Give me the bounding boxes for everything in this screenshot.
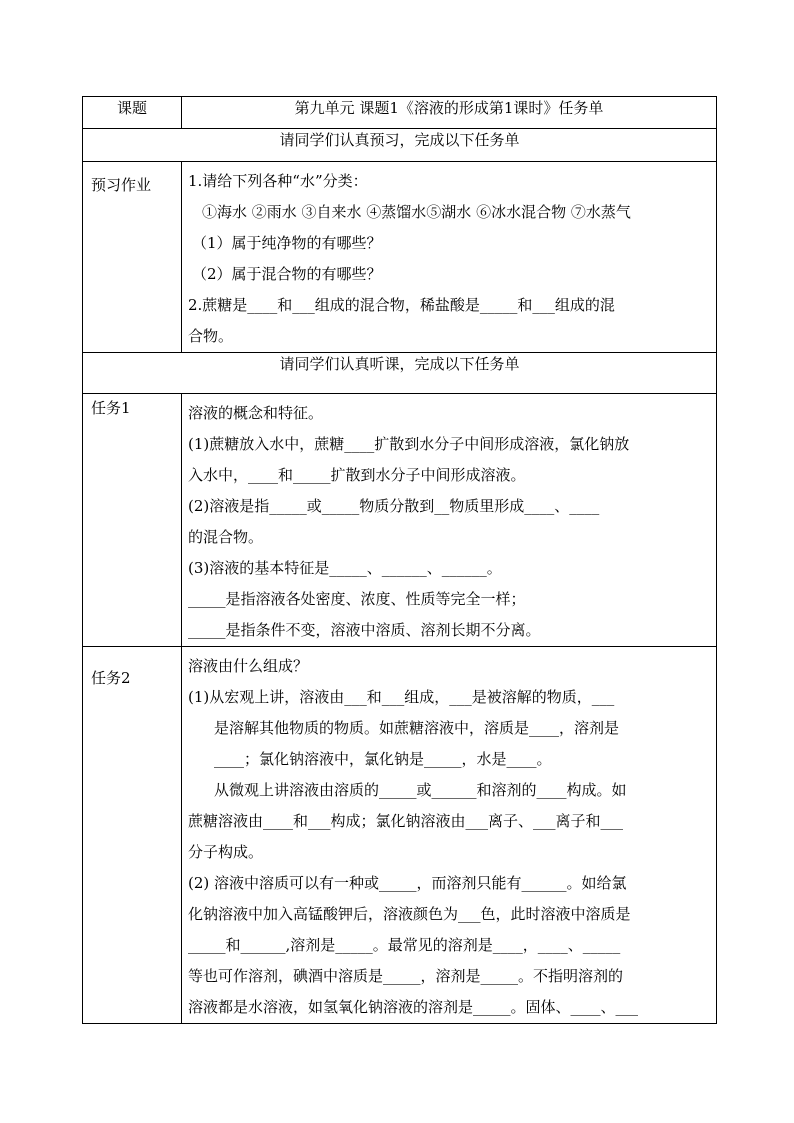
task2-content	[182, 647, 717, 1024]
task2-line: 溶液都是水溶液，如氢氧化钠溶液的溶剂是_____。固体、____、___	[188, 998, 639, 1016]
header-label: 课题	[83, 97, 182, 129]
preview-line: 2.蔗糖是____和___组成的混合物，稀盐酸是_____和___组成的混	[188, 296, 615, 314]
task1-content	[182, 394, 717, 647]
header-row	[83, 97, 717, 129]
preview-line: 1.请给下列各种“水”分类：	[188, 172, 368, 190]
lesson-title: 第九单元 课题1《溶液的形成第1课时》任务单	[182, 97, 717, 129]
task2-line: _____和______,溶剂是_____。最常见的溶剂是____，____、_____	[188, 936, 621, 954]
preview-row	[83, 162, 717, 353]
preview-content	[182, 162, 717, 353]
preview-line: ①海水 ②雨水 ③自来水 ④蒸馏水⑤湖水 ⑥冰水混合物 ⑦水蒸气	[202, 203, 631, 221]
task1-line: _____是指溶液各处密度、浓度、性质等完全一样；	[188, 590, 526, 608]
task1-label: 任务1	[83, 394, 182, 647]
task2-line: 分子构成。	[188, 843, 264, 861]
preview-label: 预习作业	[83, 162, 182, 353]
task1-line: _____是指条件不变，溶液中溶质、溶剂长期不分离。	[188, 621, 541, 639]
class-instruction-row	[83, 353, 717, 394]
task-sheet-table	[82, 96, 717, 1024]
task1-line: (3)溶液的基本特征是_____、______、______。	[188, 559, 502, 577]
task1-line: 的混合物。	[188, 528, 264, 546]
preview-instruction: 请同学们认真预习，完成以下任务单	[83, 129, 717, 162]
task2-row	[83, 647, 717, 1024]
task1-line: (1)蔗糖放入水中，蔗糖____扩散到水分子中间形成溶液，氯化钠放	[188, 435, 630, 453]
preview-line: （2）属于混合物的有哪些？	[192, 265, 382, 283]
task2-line: (2) 溶液中溶质可以有一种或_____，而溶剂只能有______。如给氯	[188, 874, 627, 892]
task1-line: 溶液的概念和特征。	[188, 404, 324, 422]
task2-line: 溶液由什么组成？	[188, 657, 309, 675]
preview-line: 合物。	[188, 327, 234, 345]
class-instruction: 请同学们认真听课，完成以下任务单	[83, 353, 717, 394]
task1-row	[83, 394, 717, 647]
task1-line: 入水中，____和_____扩散到水分子中间形成溶液。	[188, 466, 526, 484]
preview-instruction-row	[83, 129, 717, 162]
task2-line: 从微观上讲溶液由溶质的_____或______和溶剂的____构成。如	[214, 781, 627, 799]
task1-line: (2)溶液是指_____或_____物质分散到__物质里形成____、____	[188, 497, 600, 515]
task2-line: (1)从宏观上讲，溶液由___和___组成，___是被溶解的物质，___	[188, 688, 615, 706]
task2-line: 是溶解其他物质的物质。如蔗糖溶液中，溶质是____，溶剂是	[214, 719, 620, 737]
task2-line: 化钠溶液中加入高锰酸钾后，溶液颜色为___色，此时溶液中溶质是	[188, 905, 631, 923]
task2-label: 任务2	[83, 647, 182, 1024]
task2-line: ____；氯化钠溶液中，氯化钠是_____，水是____。	[214, 750, 552, 768]
task2-line: 蔗糖溶液由____和___构成；氯化钠溶液由___离子、___离子和___	[188, 812, 624, 830]
preview-line: （1）属于纯净物的有哪些？	[192, 234, 382, 252]
task2-line: 等也可作溶剂，碘酒中溶质是_____，溶剂是_____。不指明溶剂的	[188, 967, 624, 985]
